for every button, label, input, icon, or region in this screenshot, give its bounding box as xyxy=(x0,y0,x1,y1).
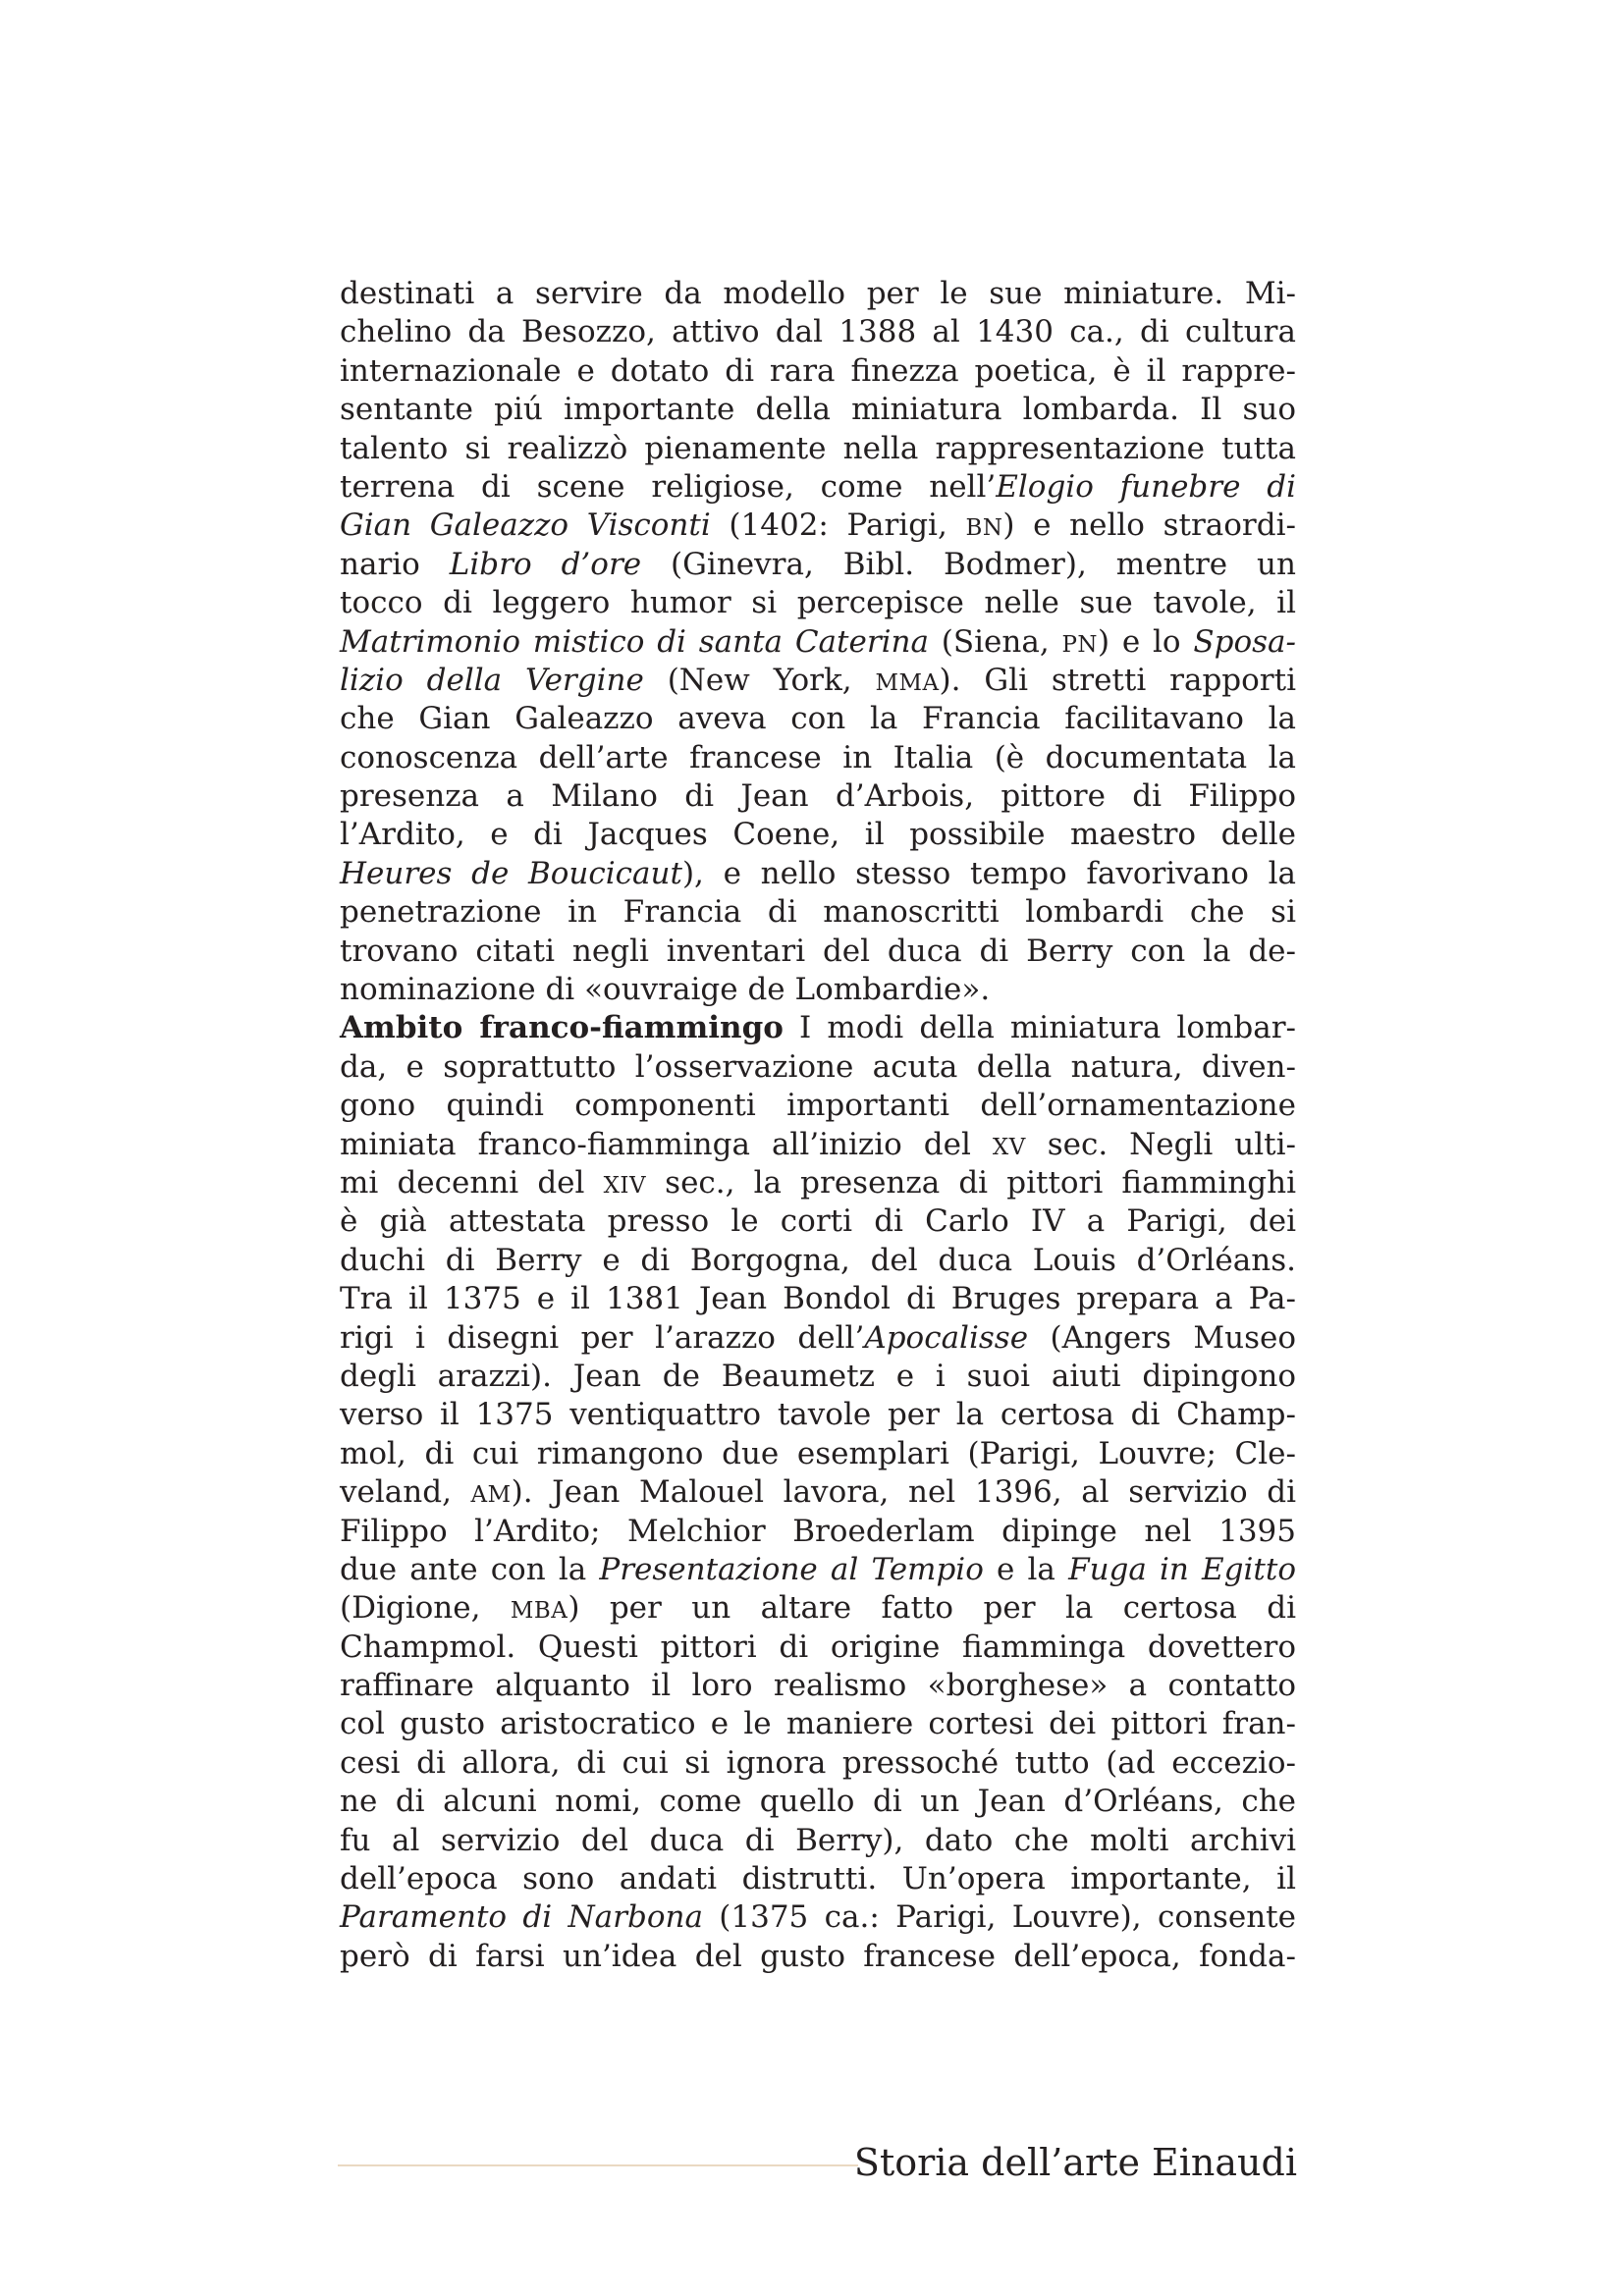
text-run: I modi della miniatura lombar- xyxy=(783,1010,1297,1046)
text-line xyxy=(340,1938,1296,1976)
text-run: veland, xyxy=(340,1474,471,1511)
text-line xyxy=(340,391,1296,429)
text-run: degli arazzi). Jean de Beaumetz e i suoi aiuti dipingono xyxy=(340,1358,1296,1394)
text-run: talento si realizzò pienamente nella rappresentazione tutta xyxy=(340,430,1296,466)
italic-title: Libro d’ore xyxy=(449,546,642,582)
body-text xyxy=(340,275,1296,1976)
text-run: che Gian Galeazzo aveva con la Francia facilitavano la xyxy=(340,701,1296,737)
text-run: col gusto aristocratico e le maniere cortesi dei pittori fran- xyxy=(340,1706,1296,1742)
abbreviation: XV xyxy=(992,1134,1026,1160)
text-run: presenza a Milano di Jean d’Arbois, pittore di Filippo xyxy=(340,778,1296,815)
italic-title: Matrimonio mistico di santa Caterina xyxy=(340,623,930,660)
text-run: terrena di scene religiose, come nell’ xyxy=(340,468,997,505)
text-line xyxy=(340,1358,1296,1396)
abbreviation: XIV xyxy=(603,1172,647,1199)
italic-title: Apocalisse xyxy=(864,1319,1029,1356)
text-line xyxy=(340,1513,1296,1551)
text-line xyxy=(340,1629,1296,1667)
text-run: l’Ardito, e di Jacques Coene, il possibile maestro delle xyxy=(340,817,1296,853)
text-line xyxy=(340,1898,1296,1937)
text-run: verso il 1375 ventiquattro tavole per la certosa di Champ- xyxy=(340,1397,1296,1433)
text-line xyxy=(340,352,1296,391)
text-line xyxy=(340,1783,1296,1821)
text-run: tocco di leggero humor si percepisce nelle sue tavole, il xyxy=(340,585,1296,621)
italic-title: Heures de Boucicaut xyxy=(340,855,682,891)
text-run: Tra il 1375 e il 1381 Jean Bondol di Bruges prepara a Pa- xyxy=(340,1281,1296,1317)
text-run: da, e soprattutto l’osservazione acuta della natura, diven- xyxy=(340,1048,1296,1085)
italic-title: lizio della Vergine xyxy=(340,662,644,698)
text-line xyxy=(340,275,1296,313)
text-line xyxy=(340,1242,1296,1280)
text-line xyxy=(340,1435,1296,1473)
text-line xyxy=(340,1705,1296,1743)
text-line xyxy=(340,1280,1296,1318)
text-line xyxy=(340,855,1296,893)
text-run: dell’epoca sono andati distrutti. Un’opera importante, il xyxy=(340,1861,1296,1897)
italic-title: Elogio funebre di xyxy=(996,468,1296,505)
text-line xyxy=(340,1551,1296,1589)
text-line xyxy=(340,1048,1296,1087)
italic-title: Paramento di Narbona xyxy=(340,1899,703,1936)
text-run: raffinare alquanto il loro realismo «borghese» a contatto xyxy=(340,1668,1296,1704)
text-line xyxy=(340,546,1296,584)
text-line xyxy=(340,971,1296,1009)
text-run: (Siena, xyxy=(929,623,1062,660)
text-line xyxy=(340,584,1296,622)
italic-title: Fuga in Egitto xyxy=(1068,1551,1296,1587)
text-run: (1402: Parigi, xyxy=(710,507,966,544)
text-line xyxy=(340,313,1296,351)
footer-rule xyxy=(338,2164,858,2166)
abbreviation: MMA xyxy=(875,669,940,696)
text-run: chelino da Besozzo, attivo dal 1388 al 1430 ca., di cultura xyxy=(340,314,1296,350)
text-line xyxy=(340,1589,1296,1628)
text-run: ). Jean Malouel lavora, nel 1396, al servizio di xyxy=(511,1474,1297,1511)
text-run: ). Gli stretti rapporti xyxy=(939,662,1296,698)
text-line xyxy=(340,893,1296,932)
text-run: trovano citati negli inventari del duca di Berry con la de- xyxy=(340,933,1296,969)
italic-title: Presentazione al Tempio xyxy=(599,1551,984,1587)
text-line xyxy=(340,1009,1296,1047)
text-line xyxy=(340,662,1296,700)
text-line xyxy=(340,1822,1296,1860)
text-line xyxy=(340,468,1296,507)
text-run: sentante piú importante della miniatura lombarda. Il suo xyxy=(340,392,1296,428)
text-run: penetrazione in Francia di manoscritti lombardi che si xyxy=(340,894,1296,931)
text-run: due ante con la xyxy=(340,1551,600,1587)
text-line xyxy=(340,1667,1296,1705)
text-line xyxy=(340,1396,1296,1434)
text-run: ne di alcuni nomi, come quello di un Jean d’Orléans, che xyxy=(340,1784,1296,1820)
text-run: mi decenni del xyxy=(340,1164,604,1201)
text-line xyxy=(340,1744,1296,1783)
text-run: gono quindi componenti importanti dell’ornamentazione xyxy=(340,1088,1296,1124)
text-run: Champmol. Questi pittori di origine fiamminga dovettero xyxy=(340,1629,1296,1665)
text-run: è già attestata presso le corti di Carlo IV a Parigi, dei xyxy=(340,1203,1296,1240)
text-run: ) e lo xyxy=(1098,623,1194,660)
text-run: (1375 ca.: Parigi, Louvre), consente xyxy=(702,1899,1296,1936)
text-run: conoscenza dell’arte francese in Italia (è documentata la xyxy=(340,739,1296,775)
text-line xyxy=(340,1164,1296,1202)
section-heading: Ambito franco-fiammingo xyxy=(340,1010,784,1046)
text-run: miniata franco-fiamminga all’inizio del xyxy=(340,1126,993,1162)
text-line xyxy=(340,1473,1296,1512)
abbreviation: BN xyxy=(965,515,1003,542)
text-run: nominazione di «ouvraige de Lombardie». xyxy=(340,972,991,1008)
text-line xyxy=(340,933,1296,971)
text-run: ) e nello straordi- xyxy=(1002,507,1296,544)
text-line xyxy=(340,1126,1296,1164)
text-run: (Ginevra, Bibl. Bodmer), mentre un xyxy=(641,546,1296,582)
text-line xyxy=(340,623,1296,662)
text-line xyxy=(340,816,1296,854)
text-line xyxy=(340,507,1296,545)
italic-title: Gian Galeazzo Visconti xyxy=(340,507,711,544)
text-run: destinati a servire da modello per le sue miniature. Mi- xyxy=(340,276,1296,311)
text-line xyxy=(340,700,1296,738)
abbreviation: MBA xyxy=(510,1598,568,1625)
text-run: Filippo l’Ardito; Melchior Broederlam dipinge nel 1395 xyxy=(340,1513,1296,1549)
text-line xyxy=(340,739,1296,777)
text-run: mol, di cui rimangono due esemplari (Parigi, Louvre; Cle- xyxy=(340,1435,1296,1471)
text-run: rigi i disegni per l’arazzo dell’ xyxy=(340,1319,865,1356)
text-run: nario xyxy=(340,546,450,582)
footer-title: Storia dell’arte Einaudi xyxy=(853,2141,1297,2184)
text-line xyxy=(340,1202,1296,1241)
text-line xyxy=(340,430,1296,468)
text-run: duchi di Berry e di Borgogna, del duca Louis d’Orléans. xyxy=(340,1242,1296,1278)
text-run: ) per un altare fatto per la certosa di xyxy=(568,1590,1296,1627)
text-line xyxy=(340,1860,1296,1898)
abbreviation: PN xyxy=(1061,631,1098,658)
text-line xyxy=(340,1087,1296,1125)
italic-title: Sposa- xyxy=(1193,623,1296,660)
text-run: (Angers Museo xyxy=(1028,1319,1296,1356)
text-run: e la xyxy=(983,1551,1069,1587)
text-run: sec. Negli ulti- xyxy=(1025,1126,1297,1162)
text-run: (New York, xyxy=(643,662,876,698)
text-run: (Digione, xyxy=(340,1590,511,1627)
text-run: sec., la presenza di pittori fiamminghi xyxy=(646,1164,1296,1201)
text-run: internazionale e dotato di rara finezza poetica, è il rappre- xyxy=(340,352,1296,389)
abbreviation: AM xyxy=(470,1482,512,1509)
text-line xyxy=(340,777,1296,816)
text-run: fu al servizio del duca di Berry), dato che molti archivi xyxy=(340,1822,1296,1858)
text-run: però di farsi un’idea del gusto francese dell’epoca, fonda- xyxy=(340,1938,1296,1974)
text-run: cesi di allora, di cui si ignora pressoché tutto (ad eccezio- xyxy=(340,1744,1296,1781)
text-run: ), e nello stesso tempo favorivano la xyxy=(681,855,1296,891)
text-line xyxy=(340,1319,1296,1358)
